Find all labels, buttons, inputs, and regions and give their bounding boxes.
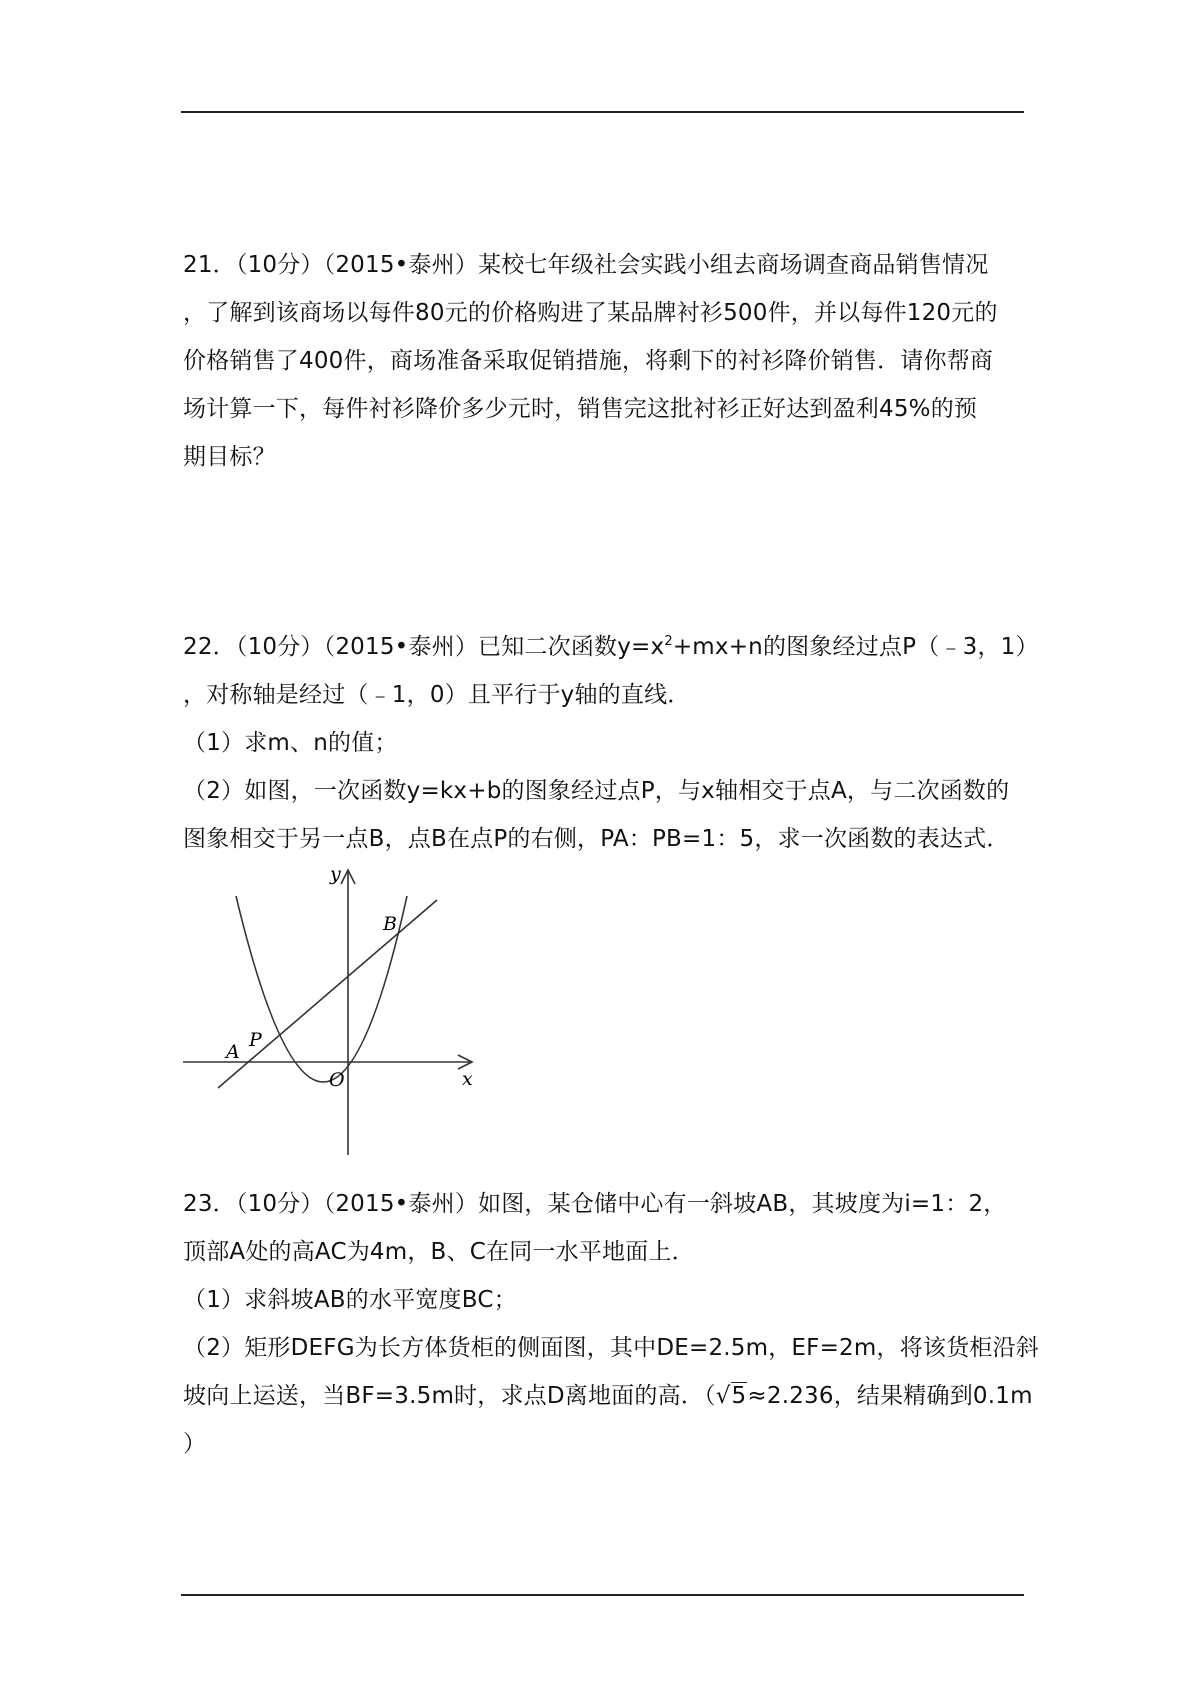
point-b-label: B: [383, 913, 397, 935]
q22-figure: [175, 860, 495, 1170]
radical-sign: √: [715, 1383, 731, 1409]
header-rule: [181, 111, 1024, 113]
q22-line-4: （2）如图，一次函数y=kx+b的图象经过点P，与x轴相交于点A，与二次函数的: [183, 778, 1010, 804]
y-axis-label: y: [330, 863, 341, 885]
q23-line-1: 23．（10分）（2015•泰州）如图，某仓储中心有一斜坡AB，其坡度为i=1：2，: [183, 1191, 1007, 1217]
q21-line-3: 价格销售了400件，商场准备采取促销措施，将剩下的衬衫降价销售．请你帮商: [183, 348, 994, 374]
q22-line-1-pre: 22．（10分）（2015•泰州）已知二次函数y=x: [183, 634, 665, 660]
radicand: 5: [731, 1383, 747, 1409]
q23-line-5: [183, 1381, 1043, 1411]
q23-line-3: （1）求斜坡AB的水平宽度BC；: [183, 1287, 517, 1313]
point-p-label: P: [249, 1029, 262, 1051]
x-axis-label: x: [462, 1068, 473, 1090]
point-a-label: A: [226, 1041, 240, 1063]
q22-line-1-post: +mx+n的图象经过点P（﹣3，1）: [672, 634, 1039, 660]
parabola-curve: [236, 896, 407, 1082]
q23-line-4: （2）矩形DEFG为长方体货柜的侧面图，其中DE=2.5m，EF=2m，将该货柜沿斜: [183, 1335, 1039, 1361]
q21-line-5: 期目标？: [183, 444, 276, 470]
footer-rule: [181, 1594, 1024, 1596]
q23-line-5-pre: 坡向上运送，当BF=3.5m时，求点D离地面的高．（: [183, 1383, 716, 1409]
origin-label: O: [329, 1069, 345, 1091]
q22-line-3: （1）求m、n的值；: [183, 730, 398, 756]
q22-line-5: 图象相交于另一点B，点B在点P的右侧，PA：PB=1：5，求一次函数的表达式．: [183, 826, 1010, 852]
q22-line-2: ，对称轴是经过（﹣1，0）且平行于y轴的直线．: [183, 682, 691, 708]
square-root: [716, 1381, 748, 1411]
q21-line-2: ，了解到该商场以每件80元的价格购进了某品牌衬衫500件，并以每件120元的: [183, 300, 998, 326]
q21-line-4: 场计算一下，每件衬衫降价多少元时，销售完这批衬衫正好达到盈利45%的预: [183, 396, 978, 422]
q23-line-2: 顶部A处的高AC为4m，B、C在同一水平地面上．: [183, 1239, 695, 1265]
linear-function-line: [218, 900, 437, 1088]
q23-line-5-post: ≈2.236，结果精确到0.1m: [747, 1383, 1033, 1409]
q22-line-1: [183, 632, 1043, 662]
exponent: 2: [664, 634, 673, 649]
q21-line-1: 21．（10分）（2015•泰州）某校七年级社会实践小组去商场调查商品销售情况: [183, 252, 989, 278]
q23-line-6: ）: [183, 1431, 207, 1457]
